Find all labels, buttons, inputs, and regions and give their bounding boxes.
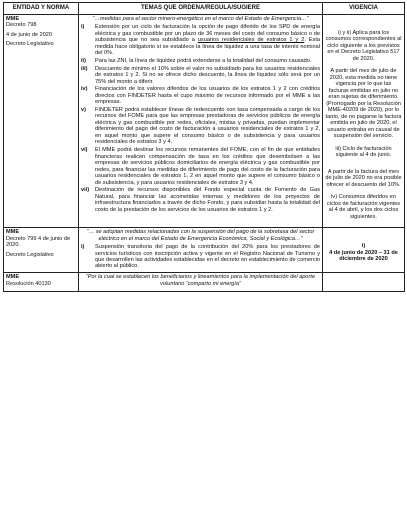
validity-cell [323, 14, 405, 227]
table-row [4, 14, 405, 227]
table-row [4, 228, 405, 273]
item-text: Extensión por un ciclo de facturación la opción de pago diferido de los SPD de energía eléctrica y gas combustible por un plazo de 36 meses del costo del consumo básico o de subsistencia que no sea subsidiado a usuarios residenciales de estratos 1 y 2. Esta medida hace obligatorio si se establece la línea de liquidez a una tasa de interés nominal del 0%. [95, 24, 320, 57]
norm-name: Resolución 40130 [6, 280, 51, 287]
validity-cell [323, 228, 405, 273]
item-number: ii) [81, 58, 86, 65]
item-number: iv) [81, 86, 88, 93]
item-number: vi) [81, 147, 88, 154]
list-item [81, 244, 320, 270]
norm-name: Decreto 798 [6, 22, 37, 29]
entity-name: MME [6, 15, 20, 22]
norm-type: Decreto Legislativo [6, 41, 54, 48]
topics-cell [79, 14, 323, 227]
validity-number: i) [361, 243, 366, 250]
entity-cell [4, 228, 79, 273]
list-item [81, 86, 320, 105]
validity-cell [323, 273, 405, 292]
regulation-table [3, 2, 405, 292]
list-item [81, 147, 320, 186]
item-number: iii) [81, 65, 88, 72]
table-row [4, 273, 405, 292]
item-text: Para las ZNI, la línea de liquidez podrá extenderse a la totalidad del consumo causado. [95, 58, 312, 65]
entity-cell [4, 273, 79, 292]
norm-type: Decreto Legislativo [6, 251, 54, 258]
item-number: vii) [81, 187, 90, 194]
header-entity: ENTIDAD Y NORMA [4, 3, 79, 15]
item-text: Destinación de recursos disponibles del Fondo especial cuota de Fomento de Gas Natural, para financiar las acometidas internas y medidores de los proyectos de infraestructura financiados a través de dicho Fondo, y para subsidiar hasta la totalidad del costo de la prestación de los servicios de los usuarios de estratos 1 y 2. [95, 187, 320, 213]
validity-text: A partir del mes de julio de 2020, esta medida no tiene vigencia por lo que las facturas emitidas en julio no eran sujetas de diferimiento. (Prorrogado por la Resolución MME-40209 de 2020), por lo tanto, de no pagarse la factura emitida en julio de 2020, el usuario entraba en causal de suspensión del servicio. [325, 68, 402, 140]
item-number: i) [81, 24, 85, 31]
validity-dates: 4 de junio de 2020 – 31 de diciembre de 2020 [329, 249, 398, 263]
list-item [81, 66, 320, 85]
validity-text: i) y ii) Aplica para los consumos correspondientes al ciclo siguiente a los previstos en el Decreto Legislativo 517 de 2020. [325, 29, 402, 62]
list-item [81, 24, 320, 56]
entity-name: MME [6, 229, 20, 236]
norm-name: Decreto 799 4 de junio de 2020. [6, 235, 71, 249]
item-number: i) [81, 244, 85, 251]
header-row [4, 3, 405, 15]
decree-intro: “…medidas para el sector minero-energético en el marco del Estado de Emergencia…” [92, 15, 309, 22]
entity-cell [4, 14, 79, 227]
validity-text: iv) Consumos diferidos en ciclos de facturación vigentes al 4 de abril, y los dos ciclos siguientes. [326, 194, 401, 220]
item-text: Suspensión transitoria del pago de la contribución del 20% para los prestadores de servicios turísticos con inscripción activa y vigente en el Registro Nacional de Turismo y que desarrollen las actividades establecidas en el decreto en establecimiento de comercio abierto al público. [95, 244, 320, 270]
item-text: FINDETER podrá establecer líneas de redescuento con tasa compensada a cargo de los recursos del FOME para que las empresas prestadoras de servicios públicos de energía eléctrica y gas combustible por redes, oficiales, mixtas y privadas, puedan implementar diferimiento del pago del costo de facturación a usuarios residenciales de estratos 1 y 2, en aquel monto que supere el consumo básico o de subsistencia y para usuarios residenciales de estratos 3 y 4. [95, 107, 320, 146]
norm-date: 4 de junio de 2020 [6, 31, 53, 38]
header-validity: VIGENCIA [323, 3, 405, 15]
header-topics: TEMAS QUE ORDENA/REGULA/SUGIERE [79, 3, 323, 15]
item-text: Descuento de mínimo el 10% sobre el valor no subsidiado para los usuarios residenciales de estratos 1 y 2. Si no se ofrece dicho descuento, la línea de liquidez sólo será por un 75% del monto a diferir. [95, 65, 320, 85]
resolution-intro: “Por la cual se establecen los beneficiarios y lineamientos para la implementación del aporte voluntario “comparto mi energía” [85, 274, 316, 287]
item-text: Financiación de los valores diferidos de los usuarios de los estratos 1 y 2 con créditos directos con FINDETER hasta el cupo máximo de recursos informado por el MME a las empresas. [95, 86, 320, 106]
topics-cell [79, 273, 323, 292]
entity-name: MME [6, 274, 20, 281]
list-item [81, 107, 320, 146]
item-number: v) [81, 107, 86, 113]
validity-text: iii) Ciclo de facturación siguiente al 4 de junio. [335, 145, 392, 159]
list-item [81, 58, 320, 64]
decree-intro: “… se adoptan medidas relacionadas con la suspensión del pago de la sobretasa del sector eléctrico en el marco del Estado de Emergencia Económica, Social y Ecológica…” [86, 229, 315, 242]
topics-cell [79, 228, 323, 273]
item-text: El MME podrá destinar los recursos remanentes del FOME, con el fin de que entidades financieras realicen compensación de tasa en los créditos que desembolsen a las empresas de servicios públicos domiciliarios de energía eléctrica y gas combustible por redes, para financiar las medidas de diferimiento de pago del costo de la facturación para usuarios residenciales de estratos 1, 2 en aquel monto que supere el consumo básico o de subsistencia, y para usuarios residenciales de estratos 3 y 4. [95, 147, 320, 186]
validity-text: A partir de la factura del mes de julio de 2020 no era posible ofrecer el descuento del 10%. [325, 168, 402, 188]
list-item [81, 187, 320, 213]
